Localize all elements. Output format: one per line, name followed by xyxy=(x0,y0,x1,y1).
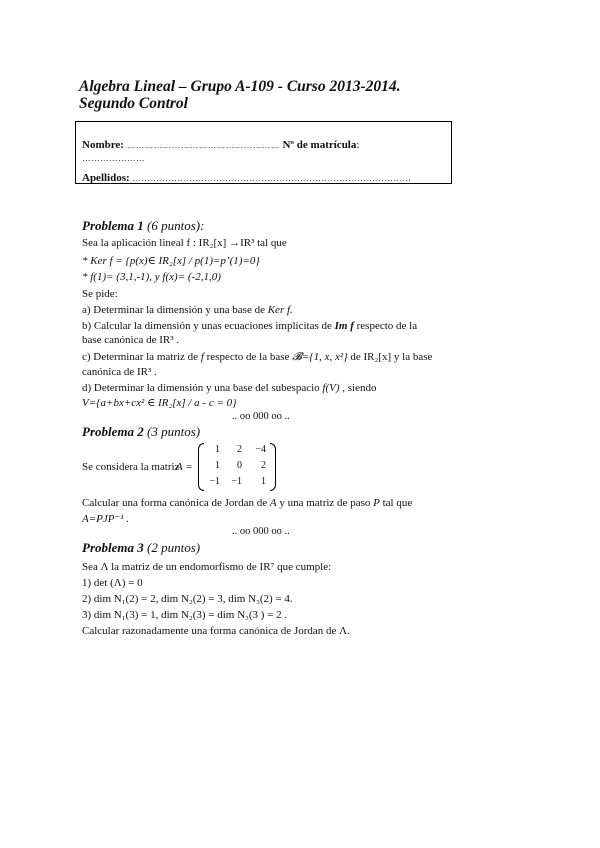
apellidos-label: Apellidos: xyxy=(82,172,130,184)
matrix-right-paren xyxy=(270,443,276,491)
problem3-question: Calcular razonadamente una forma canónica de Jordan de Λ. xyxy=(82,625,350,637)
matrix-cell: 0 xyxy=(237,460,242,471)
matrix-cell: 2 xyxy=(237,444,242,455)
problem2-heading xyxy=(82,424,200,440)
matrix-cell: 2 xyxy=(261,460,266,471)
problem1-part-c-line2: canónica de IR³ . xyxy=(82,366,157,378)
nombre-label: Nombre: xyxy=(82,139,124,151)
part-c-f: f xyxy=(200,351,204,363)
problem2-question-line2: A=PJP⁻¹ . xyxy=(82,513,130,525)
part-c-text3: de IR₂[x] y la base xyxy=(347,351,433,363)
problem2-title: Problema 2 xyxy=(82,424,144,439)
apellidos-row xyxy=(82,172,411,184)
problem1-part-a xyxy=(82,304,293,316)
problem3-cond1: 1) det (Λ) = 0 xyxy=(82,577,143,589)
part-d-text: d) Determinar la dimensión y una base del subespacio xyxy=(82,382,323,394)
problem1-part-d-line2: V={a+bx+cx² ∈ IR₂[x] / a - c = 0} xyxy=(82,397,237,409)
q-p: P xyxy=(373,497,380,509)
problem2-intro: Se considera la matriz xyxy=(82,461,180,473)
problem1-condition-ker: * Ker f = {p(x)∈ IR₂[x] / p(1)=p’(1)=0} xyxy=(82,255,260,267)
problem1-title: Problema 1 xyxy=(82,218,144,233)
q-a: A xyxy=(269,497,277,509)
exam-title: Algebra Lineal – Grupo A-109 - Curso 2013-2014. xyxy=(79,78,401,95)
problem1-heading xyxy=(82,218,204,234)
matrix-cell: −4 xyxy=(255,444,266,455)
problem1-part-b-line2: base canónica de IR³ . xyxy=(82,334,180,346)
matrix-cell: 1 xyxy=(215,444,220,455)
part-c-text2: respecto de la base xyxy=(203,351,293,363)
problem2-question-line1 xyxy=(82,497,412,509)
matrix-cell: 1 xyxy=(261,476,266,487)
part-b-text-end: respecto de la xyxy=(353,320,418,332)
problem2-points: (3 puntos) xyxy=(147,424,201,439)
part-d-text-end: , siendo xyxy=(342,382,377,394)
q-text: Calcular una forma canónica de Jordan de xyxy=(82,497,270,509)
apellidos-field[interactable]: ………………………………………………………………………………… xyxy=(132,173,412,183)
part-b-imf: Im f xyxy=(334,320,354,332)
nombre-field[interactable]: …………………………………………… xyxy=(126,140,280,150)
problem1-part-c-line1 xyxy=(82,351,432,364)
problem3-points: (2 puntos) xyxy=(147,540,201,555)
matrix-a xyxy=(198,443,276,493)
problem1-intro: Sea la aplicación lineal f : IR₂[x] →IR³ tal que xyxy=(82,237,287,249)
problem1-se-pide: Se pide: xyxy=(82,288,118,300)
problem1-part-d-line1 xyxy=(82,382,377,394)
separator-2: .. oo 000 oo .. xyxy=(232,526,290,537)
exam-subtitle: Segundo Control xyxy=(79,95,188,112)
problem1-part-b-line1 xyxy=(82,320,417,332)
problem3-title: Problema 3 xyxy=(82,540,144,555)
matrix-cell: 1 xyxy=(215,460,220,471)
matrix-cell: −1 xyxy=(231,476,242,487)
problem1-points: (6 puntos): xyxy=(147,218,205,233)
separator-1: .. oo 000 oo .. xyxy=(232,411,290,422)
part-b-text: b) Calcular la dimensión y unas ecuaciones implícitas de xyxy=(82,320,335,332)
matricula-label: Nº de matrícula xyxy=(282,139,357,151)
matricula-colon: : xyxy=(356,139,360,151)
problem3-cond3: 3) dim N₁(3) = 1, dim N₂(3) = dim N₃(3 ) = 2 . xyxy=(82,609,288,621)
problem3-cond2: 2) dim N₁(2) = 2, dim N₂(2) = 3, dim N₃(2) = 4. xyxy=(82,593,293,605)
part-c-base: 𝓑={1, x, x²} xyxy=(292,351,348,363)
part-a-kerf: Ker f. xyxy=(267,304,293,316)
problem2-a-equals: A = xyxy=(176,461,193,473)
part-c-text: c) Determinar la matriz de xyxy=(82,351,201,363)
nombre-row xyxy=(82,139,359,151)
q-text2: y una matriz de paso xyxy=(276,497,374,509)
matrix-cell: −1 xyxy=(209,476,220,487)
part-a-text: a) Determinar la dimensión y una base de xyxy=(82,304,268,316)
problem3-heading xyxy=(82,540,200,556)
q-text3: tal que xyxy=(379,497,413,509)
problem1-condition-values: * f(1)= (3,1,-1), y f(x)= (-2,1,0) xyxy=(82,271,221,283)
problem3-intro: Sea Λ la matriz de un endomorfismo de IR⁷ que cumple: xyxy=(82,561,332,573)
part-d-fv: f(V) xyxy=(322,382,343,394)
matricula-field[interactable]: ………………… xyxy=(82,153,145,163)
